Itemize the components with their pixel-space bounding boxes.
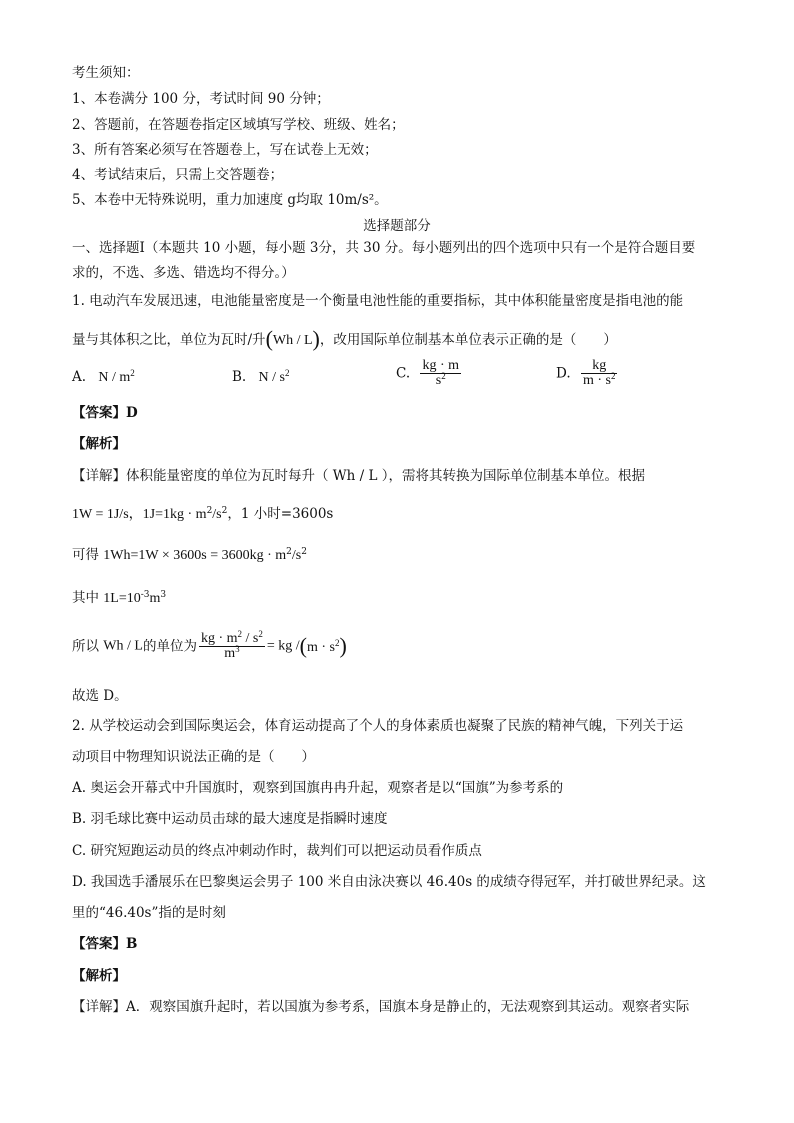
part-intro-line-2: 求的，不选、多选、错选均不得分。） xyxy=(72,265,295,281)
q1-unit: (Wh / L) xyxy=(265,326,320,351)
notice-title: 考生须知： xyxy=(72,65,140,81)
q2-stem-line-1: 2. 从学校运动会到国际奥运会，体育运动提高了个人的身体素质也凝聚了民族的精神气魄，下列关于运 xyxy=(72,718,684,734)
q1-stem-text-b: ，改用国际单位制基本单位表示正确的是（ ） xyxy=(319,332,617,348)
q1-option-c: C. $\frac{kg \cdot m}{s^2}$ xyxy=(396,358,459,388)
q2-answer: 【答案】B xyxy=(72,936,138,952)
q1-option-b: B. N / $s^2$ xyxy=(232,368,290,385)
q2-analysis-label: 【解析】 xyxy=(72,968,126,984)
q1-option-a: A. N / $m^2$ xyxy=(72,368,135,385)
q1-stem-text-a: 量与其体积之比，单位为瓦时/升 xyxy=(72,332,266,348)
q1-stem-line-2 xyxy=(72,326,617,351)
q1-analysis-label: 【解析】 xyxy=(72,436,126,452)
part-intro-line-1: 一、选择题Ⅰ（本题共 10 小题，每小题 3分，共 30 分。每小题列出的四个选项中只有一个是符合题目要 xyxy=(72,240,696,256)
notice-item-4: 4、考试结束后，只需上交答题卷； xyxy=(72,167,284,183)
notice-item-3: 3、所有答案必须写在答题卷上，写在试卷上无效； xyxy=(72,142,378,158)
q2-stem-line-2: 动项目中物理知识说法正确的是（ ） xyxy=(72,749,315,765)
q1-detail-line-1: 【详解】体积能量密度的单位为瓦时每升（ Wh / L ），需将其转换为国际单位制基本单位。根据 xyxy=(72,468,645,484)
q1-answer: 【答案】D xyxy=(72,405,138,421)
q2-option-c: C. 研究短跑运动员的终点冲刺动作时，裁判们可以把运动员看作质点 xyxy=(72,843,482,859)
q2-option-a: A. 奥运会开幕式中升国旗时，观察到国旗冉冉升起，观察者是以“国旗”为参考系的 xyxy=(72,780,564,796)
q2-detail-line-1: 【详解】A．观察国旗升起时，若以国旗为参考系，国旗本身是静止的，无法观察到其运动。观察者实际 xyxy=(72,999,690,1015)
q1-equation-2: 可得 $1Wh=1W \times 3600s = 3600kg \cdot m^2/s^2$ xyxy=(72,547,307,563)
notice-item-1: 1、本卷满分 100 分，考试时间 90 分钟； xyxy=(72,91,330,107)
q1-equation-4: 所以 Wh / L的单位为 $\frac{kg \cdot m^2 / s^2}{m^3}$ = kg $/(m \cdot s^2)$ xyxy=(72,629,347,661)
q1-stem-line-1: 1. 电动汽车发展迅速，电池能量密度是一个衡量电池性能的重要指标，其中体积能量密度是指电池的能 xyxy=(72,293,684,309)
notice-item-2: 2、答题前，在答题卷指定区域填写学校、班级、姓名； xyxy=(72,117,405,133)
q2-option-d-line-2: 里的“46.40s”指的是时刻 xyxy=(72,905,226,921)
q1-equation-1: 1W = 1J/s，$1J=1kg \cdot m^2/s^2$，1 小时=3600s xyxy=(72,506,334,522)
q1-conclusion: 故选 D。 xyxy=(72,688,128,704)
section-title: 选择题部分 xyxy=(363,218,431,234)
notice-item-5: 5、本卷中无特殊说明，重力加速度 g均取 10m/s²。 xyxy=(72,192,388,208)
q2-option-b: B. 羽毛球比赛中运动员击球的最大速度是指瞬时速度 xyxy=(72,811,388,827)
q1-option-d: D. $\frac{kg}{m \cdot s^2}$ xyxy=(556,358,616,388)
q1-equation-3: 其中 $1L=10^{-3}m^3$ xyxy=(72,590,167,606)
q2-option-d-line-1: D. 我国选手潘展乐在巴黎奥运会男子 100 米自由泳决赛以 46.40s 的成绩夺得冠军，并打破世界纪录。这 xyxy=(72,874,706,890)
